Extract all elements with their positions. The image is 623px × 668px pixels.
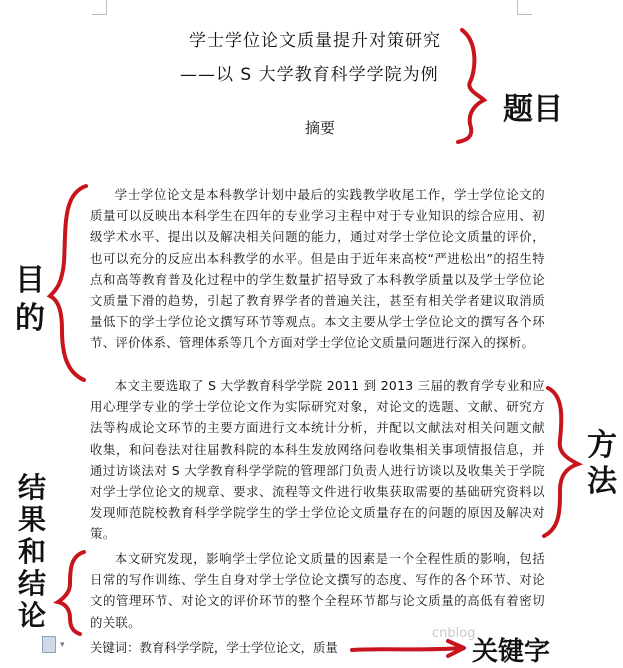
annotation-title-label: 题目 (503, 92, 563, 127)
keywords-line: 关键词：教育科学学院，学士学位论文，质量 (90, 640, 338, 655)
abstract-paragraph-result: 本文研究发现，影响学士学位论文质量的因素是一个全程性质的影响，包括日常的写作训练、学生自身对学士学位论文撰写的态度、写作的各个环节、对论文的管理环节、对论文的评价环节的整个全程环节都与论文质量的高低有着密切的关联。 (90, 551, 545, 630)
title-brace (458, 30, 484, 142)
annotation-result-label: 结果和结论 (18, 471, 47, 632)
annotation-purpose-label: 目的 (15, 263, 45, 336)
method-brace (544, 388, 578, 536)
abstract-paragraph-purpose: 学士学位论文是本科教学计划中最后的实践教学收尾工作，学士学位论文的质量可以反映出本科学生在四年的专业学习主程中对于专业知识的综合应用、初级学术水平、提出以及解决相关问题的能力，通过对学士学位论文质量的评价，也可以充分的反应出本科教学的水平。但是由于近年来高校“严进松出”的招生特点和高等教育普及化过程中的学生数量扩招导致了本科教学质量以及学士学位论文质量下滑的趋势，引起了教育界学者的普遍关注，甚至有相关学者建议取消质量低下的学士学位论文撰写环节等观点。本文主要从学士学位论文的撰写各个环节、评价体系、管理体系等几个方面对学士学位论文质量问题进行深入的探析。 (90, 187, 545, 351)
chevron-down-icon[interactable]: ▾ (60, 640, 65, 650)
abstract-paragraph-method: 本文主要选取了 S 大学教育科学学院 2011 到 2013 三届的教育学专业和应用心理学专业的学士学位论文作为实际研究对象，对论文的选题、文献、研究方法等构成论文环节的主要方面进行文本统计分析，并配以文献法对相关问题文献收集，和问卷法对往届教科院的本科生发放网络问卷收集相关事项情报信息，并通过访谈法对 S 大学教育科学学院的管理部门负责人进行访谈以及收集关于学院对学士学位论文的规章、要求、流程等文件进行收集获取需要的基础研究资料以发现师范院校教育科学学院学生的学士学位论文质量存在的问题的原因及解决对策。 (90, 378, 545, 542)
annotation-keyword-label: 关键字 (472, 637, 551, 667)
annotation-method-label: 方法 (587, 428, 617, 499)
thesis-title: 学士学位论文质量提升对策研究 (189, 31, 441, 51)
watermark: cnblog (432, 626, 476, 641)
thesis-subtitle: ——以 S 大学教育科学学院为例 (180, 65, 439, 85)
result-brace (58, 552, 84, 634)
keyword-arrow (352, 641, 464, 656)
purpose-brace (50, 186, 86, 380)
abstract-heading: 摘要 (304, 119, 335, 137)
